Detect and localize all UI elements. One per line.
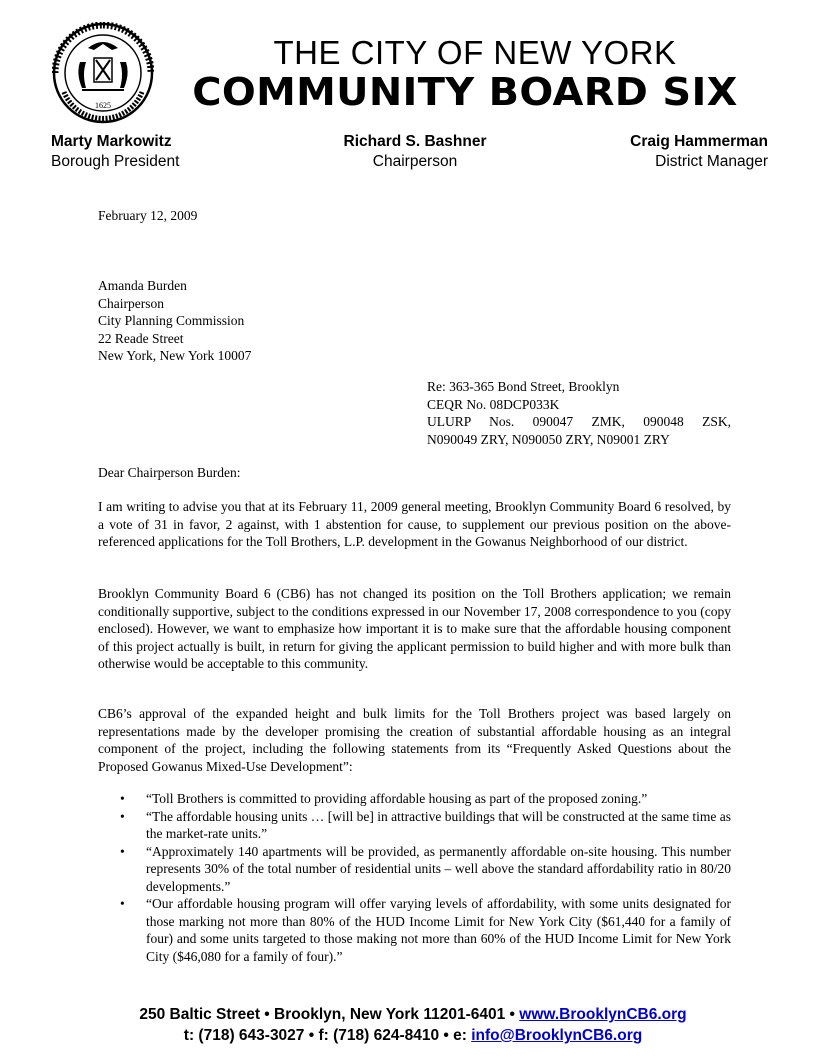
list-item-text: “Our affordable housing program will offer varying levels of affordability, with some units designated for those marking not more than 80% of the HUD Income Limit for New York City ($61,440 for a family of four) and some units targeted to those making not more than 60% of the HUD Income Limit for New York City ($46,080 for a family of four).” — [146, 896, 731, 964]
address-line: New York, New York 10007 — [98, 348, 252, 363]
recipient-address — [98, 277, 731, 365]
list-item — [98, 808, 731, 843]
re-line: CEQR No. 08DCP033K — [427, 396, 560, 412]
footer-address: 250 Baltic Street • Brooklyn, New York 11201-6401 • — [139, 1006, 520, 1023]
bullet-icon: • — [120, 791, 125, 806]
officer-title: District Manager — [655, 153, 768, 170]
address-line: Chairperson — [98, 295, 164, 311]
officer-name: Marty Markowitz — [51, 133, 172, 150]
re-block — [427, 378, 731, 448]
header-board: COMMUNITY BOARD SIX — [192, 70, 738, 114]
re-line: Re: 363-365 Bond Street, Brooklyn — [427, 379, 620, 394]
officer-name: Richard S. Bashner — [343, 133, 487, 150]
body-paragraph: Brooklyn Community Board 6 (CB6) has not changed its position on the Toll Brothers application; we remain conditionally supportive, subject to the conditions expressed in our November 17, 2008 correspondence to you (copy enclosed). However, we want to emphasize how important it is to make sure that the affordable housing component of this project actually is built, in return for giving the applicant permission to build higher and with more bulk than otherwise would be acceptable to this community. — [98, 586, 731, 671]
list-item-text: “Toll Brothers is committed to providing affordable housing as part of the proposed zoning.” — [146, 791, 648, 806]
body-paragraph: CB6’s approval of the expanded height and bulk limits for the Toll Brothers project was based largely on representations made by the developer promising the creation of substantial affordable housing as an integral component of the project, including the following statements from its “Frequently Asked Questions about the Proposed Gowanus Mixed-Use Development”: — [98, 706, 731, 774]
footer-contact-line — [0, 1026, 826, 1046]
body-paragraph: I am writing to advise you that at its February 11, 2009 general meeting, Brooklyn Community Board 6 resolved, by a vote of 31 in favor, 2 against, with 1 abstention for cause, to supplement our previous position on the above-referenced applications for the Toll Brothers, L.P. development in the Gowanus Neighborhood of our district. — [98, 499, 731, 549]
header-city: THE CITY OF NEW YORK — [273, 34, 677, 71]
address-line: City Planning Commission — [98, 313, 245, 328]
address-line: Amanda Burden — [98, 278, 187, 293]
list-item-text: “The affordable housing units … [will be] in attractive buildings that will be constructed at the same time as the market-rate units.” — [146, 808, 731, 841]
officer-borough-president — [51, 132, 179, 172]
officer-chairperson — [300, 132, 530, 172]
bullet-icon: • — [120, 896, 125, 911]
bullet-icon: • — [120, 843, 125, 859]
footer-address-line — [0, 1005, 826, 1025]
website-link[interactable]: www.BrooklynCB6.org — [519, 1006, 687, 1023]
email-link[interactable]: info@BrooklynCB6.org — [471, 1027, 643, 1044]
officer-title: Borough President — [51, 153, 180, 170]
quote-list — [98, 790, 731, 965]
footer-phone-fax: t: (718) 643-3027 • f: (718) 624-8410 • e: — [183, 1027, 472, 1044]
letter-date: February 12, 2009 — [98, 208, 198, 223]
list-item — [98, 843, 731, 896]
re-line: ULURP Nos. 090047 ZMK, 090048 ZSK, — [427, 414, 731, 429]
re-line: N090049 ZRY, N090050 ZRY, N09001 ZRY — [427, 431, 670, 447]
officer-title: Chairperson — [372, 153, 458, 170]
city-seal — [52, 22, 154, 124]
address-line: 22 Reade Street — [98, 330, 184, 346]
list-item — [98, 790, 731, 808]
list-item-text: “Approximately 140 apartments will be provided, as permanently affordable on-site housing. This number represents 30% of the total number of residential units – well above the standard affordability ratio in 80/20 developments.” — [146, 843, 731, 894]
officer-name: Craig Hammerman — [630, 133, 768, 150]
bullet-icon: • — [120, 808, 125, 824]
salutation: Dear Chairperson Burden: — [98, 465, 241, 480]
seal-year: 1625 — [95, 101, 111, 110]
list-item — [98, 895, 731, 965]
officer-district-manager — [630, 132, 768, 172]
